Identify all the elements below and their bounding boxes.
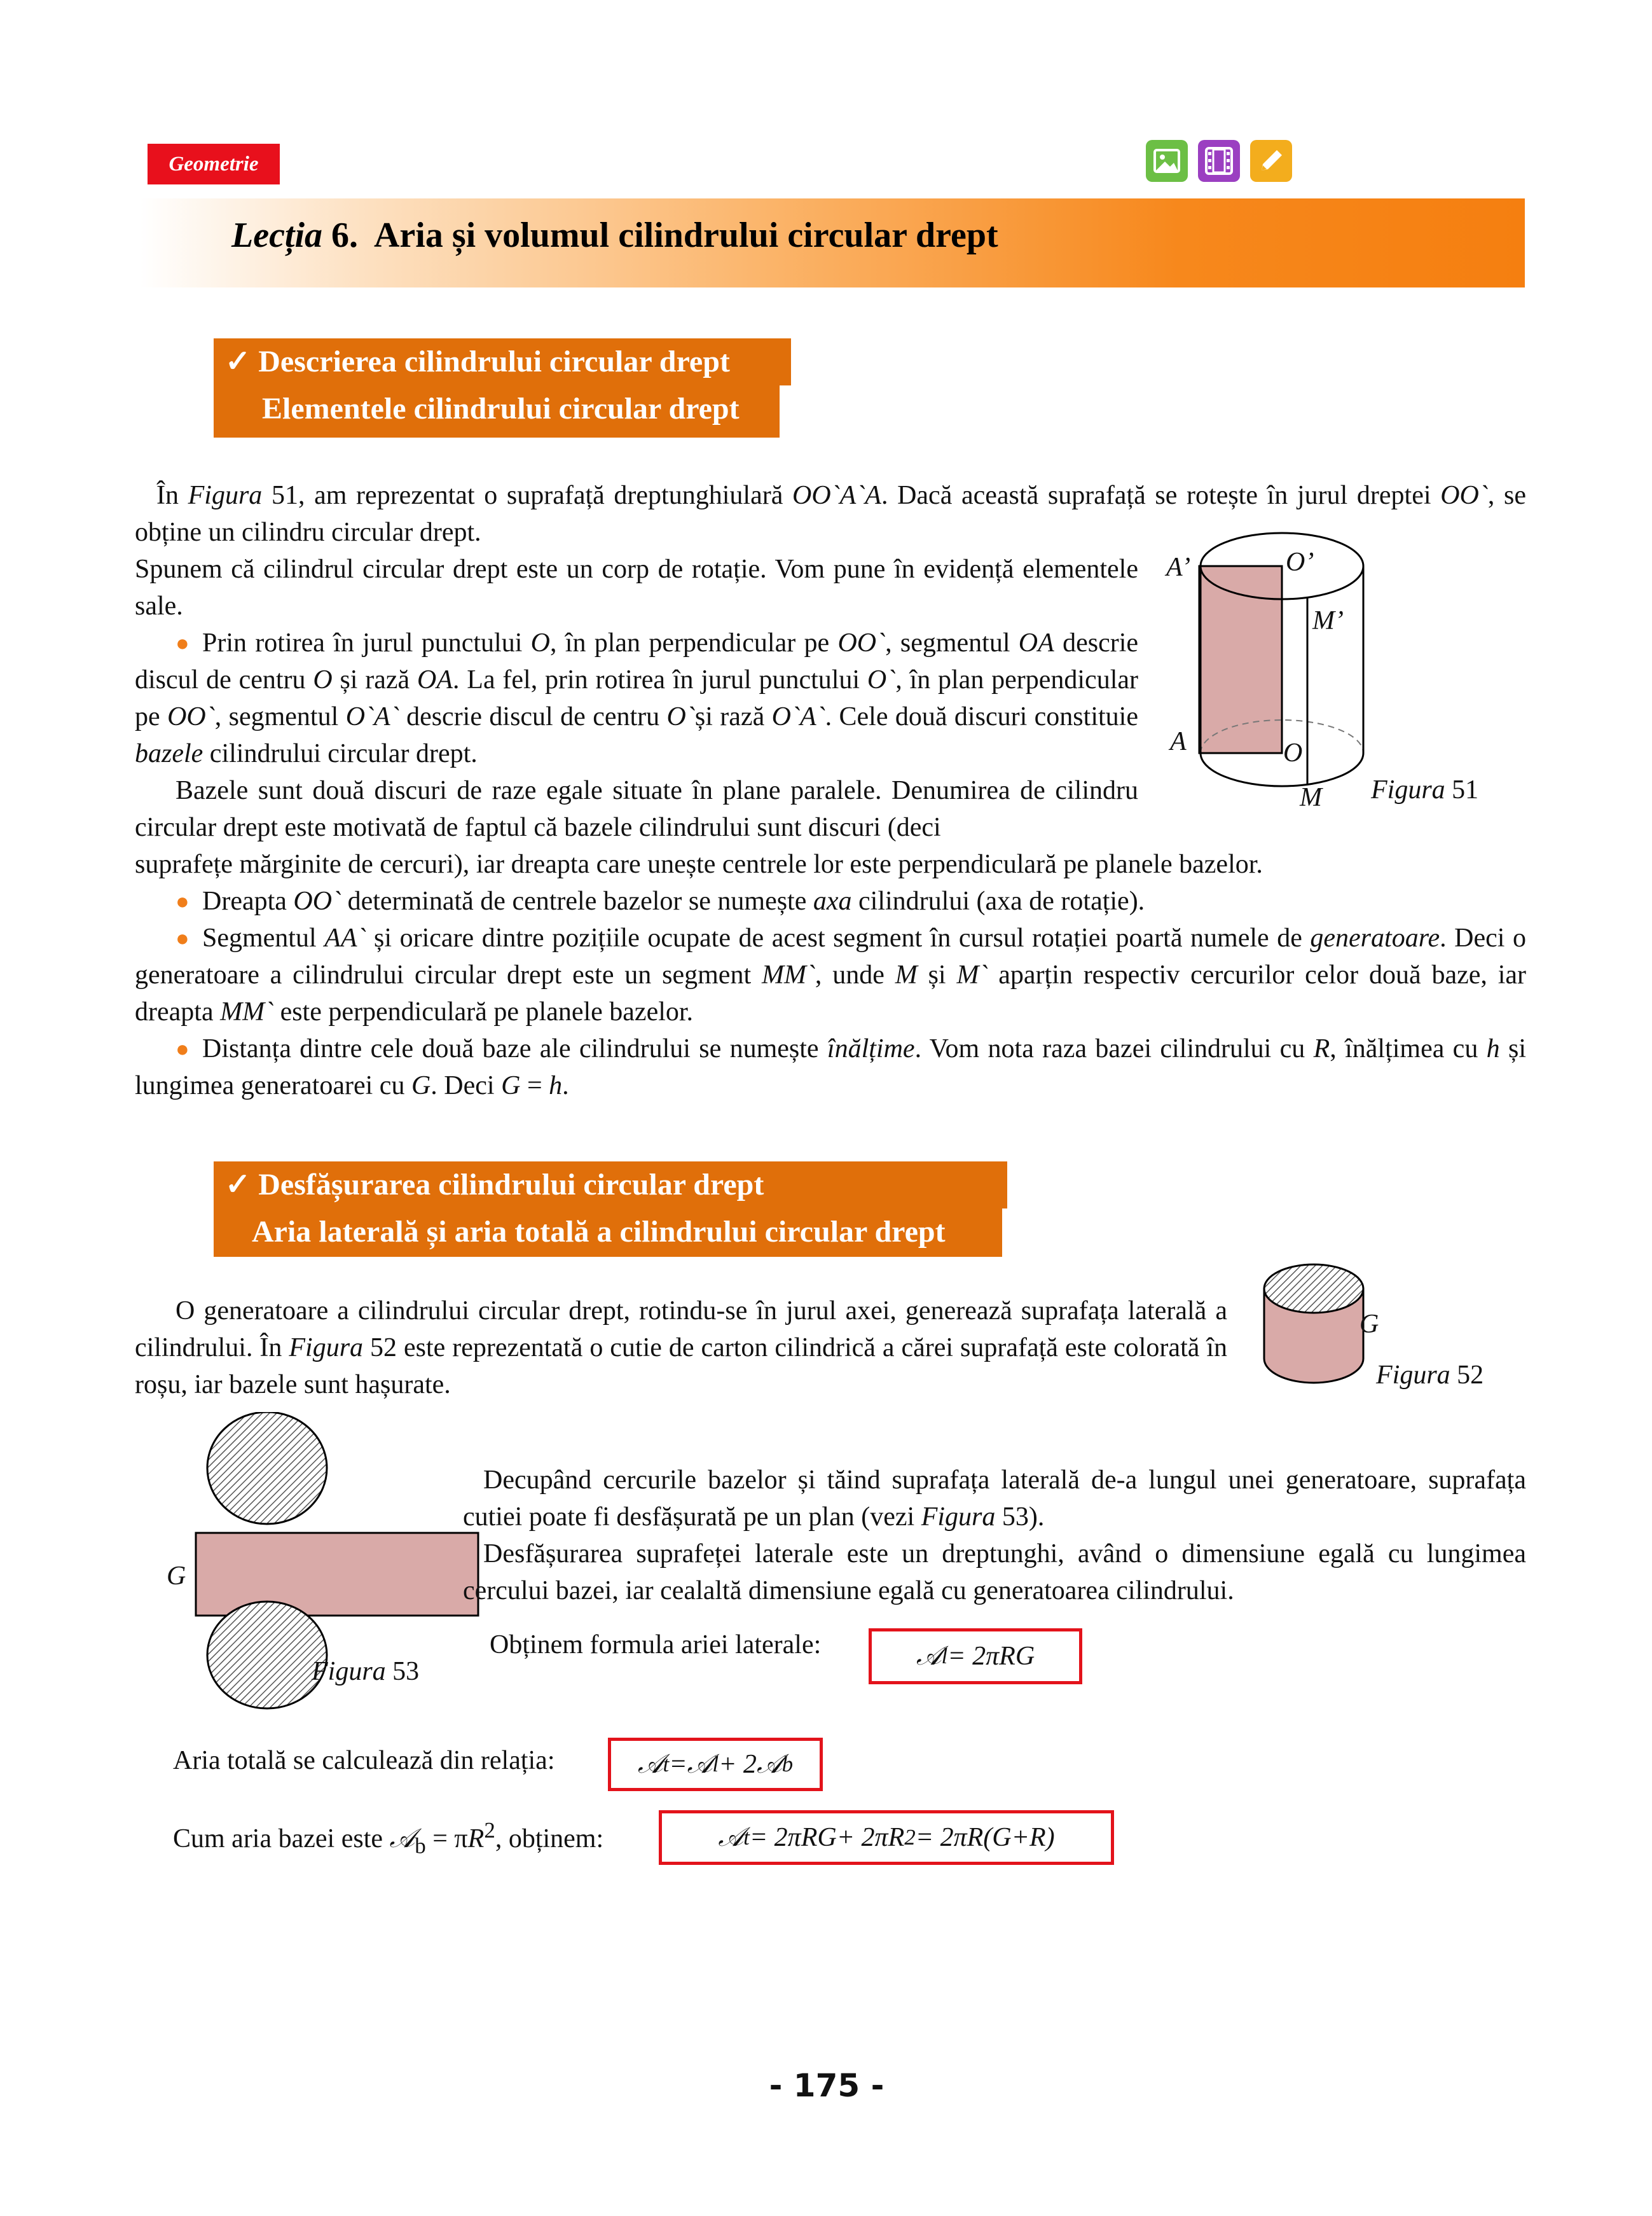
figure-51-cylinder [1189, 522, 1380, 821]
paragraph: Desfășurarea suprafeței laterale este un dreptunghi, având o dimensiune egală cu lungimea cercului bazei, iar cealaltă dimensiune egală cu generatoarea cilindrului. [463, 1539, 1526, 1605]
top-base-disc [207, 1412, 327, 1524]
bottom-base-front [1201, 753, 1363, 786]
paragraph: ● Distanța dintre cele două baze ale cilindrului se numește înălțime. Vom nota raza bazei cilindrului cu R, înălțimea cu h și lungimea generatoarei cu G. Deci G = h. [135, 1030, 1526, 1104]
paragraph: ● Prin rotirea în jurul punctului O, în plan perpendicular pe OO`, segmentul OA descrie discul de centru O și rază OA. La fel, prin rotirea în jurul punctului O`, în plan perpendicular pe OO`, segmentul O`A` descrie discul de centru O`și rază O`A`. Cele două discuri constituie bazele cilindrului circular drept. [135, 625, 1138, 772]
formula-intro: Aria totală se calculează din relația: [173, 1746, 555, 1775]
point-label: M [1300, 783, 1322, 812]
bullet-icon: ● [176, 925, 189, 951]
section-heading-unfolding: ✓ Desfășurarea cilindrului circular drept [214, 1161, 1007, 1208]
point-label: O [1283, 738, 1303, 768]
bullet-icon: ● [176, 889, 189, 914]
formula-lateral-area: 𝒜 l = 2π RG [869, 1628, 1082, 1684]
formula-total-expanded: 𝒜 t = 2π RG + 2π R 2 = 2π R ( G + R ) [659, 1810, 1114, 1865]
bottom-base-disc [207, 1602, 327, 1708]
formula-total-area: 𝒜 t = 𝒜 l + 2 𝒜 b [608, 1738, 823, 1791]
point-label: M’ [1312, 606, 1344, 635]
paragraph: În Figura 51, am reprezentat o suprafață dreptunghiulară OO`A`A. Dacă această suprafață se rotește în jurul dreptei OO`, se obține un cilindru circular drept. [135, 481, 1526, 547]
subject-tag: Geometrie [148, 144, 280, 184]
paragraph: O generatoare a cilindrului circular drept, rotindu-se în jurul axei, generează suprafața laterală a cilindrului. În Figura 52 este reprezentată o cutie de carton cilindrică a cărei suprafață este colorată în roșu, iar bazele sunt hașurate. [135, 1296, 1227, 1399]
image-icon[interactable] [1146, 140, 1188, 182]
page-number: - 175 - [769, 2067, 885, 2104]
paragraph: Spunem că cilindrul circular drept este un corp de rotație. Vom pune în evidență elementele sale. [135, 555, 1138, 621]
figure-51-caption: Figura 51 [1371, 775, 1479, 805]
point-label: O’ [1286, 548, 1314, 577]
paragraph: Decupând cercurile bazelor și tăind suprafața laterală de-a lungul unei generatoare, suprafața cutiei poate fi desfășurată pe un plan (vezi Figura 53). [463, 1465, 1526, 1532]
paragraph: suprafețe mărginite de cercuri), iar dreapta care unește centrele lor este perpendiculară pe planele bazelor. [135, 850, 1263, 879]
film-icon[interactable] [1198, 140, 1240, 182]
figure-53-caption: Figura 53 [312, 1657, 420, 1686]
section-heading-elements: Elementele cilindrului circular drept [214, 385, 780, 438]
paragraph: ● Segmentul AA` și oricare dintre pozițiile ocupate de acest segment în cursul rotației poartă numele de generatoare. Deci o generatoare a cilindrului circular drept este un segment MM`, unde M și M` aparțin respectiv cercurilor celor două baze, iar dreapta MM` este perpendiculară pe planele bazelor. [135, 920, 1526, 1030]
bullet-icon: ● [176, 1036, 189, 1062]
figure-52-caption: Figura 52 [1376, 1361, 1484, 1390]
pencil-icon[interactable] [1250, 140, 1292, 182]
paragraph: ● Dreapta OO` determinată de centrele bazelor se numește axa cilindrului (axa de rotație). [135, 883, 1526, 920]
generator-label: G [167, 1562, 186, 1591]
section-heading-areas: Aria laterală și aria totală a cilindrului circular drept [214, 1208, 1002, 1257]
figure-52-box [1258, 1250, 1372, 1397]
formula-intro: Cum aria bazei este 𝒜$_b$ = $\pi R^2$, obținem: [173, 1818, 604, 1859]
generator-label: G [1359, 1310, 1379, 1339]
page-title: Lecția 6. Aria și volumul cilindrului circular drept [231, 216, 998, 255]
section-heading-description: ✓ Descrierea cilindrului circular drept [214, 338, 791, 385]
paragraph: Bazele sunt două discuri de raze egale situate în plane paralele. Denumirea de cilindru circular drept este motivată de faptul că bazele cilindrului sunt discuri (deci [135, 776, 1138, 842]
lateral-surface [196, 1533, 478, 1616]
point-label: A [1170, 727, 1187, 756]
point-label: A’ [1166, 553, 1191, 582]
formula-intro: Obținem formula ariei laterale: [490, 1630, 822, 1659]
bullet-icon: ● [176, 630, 189, 656]
